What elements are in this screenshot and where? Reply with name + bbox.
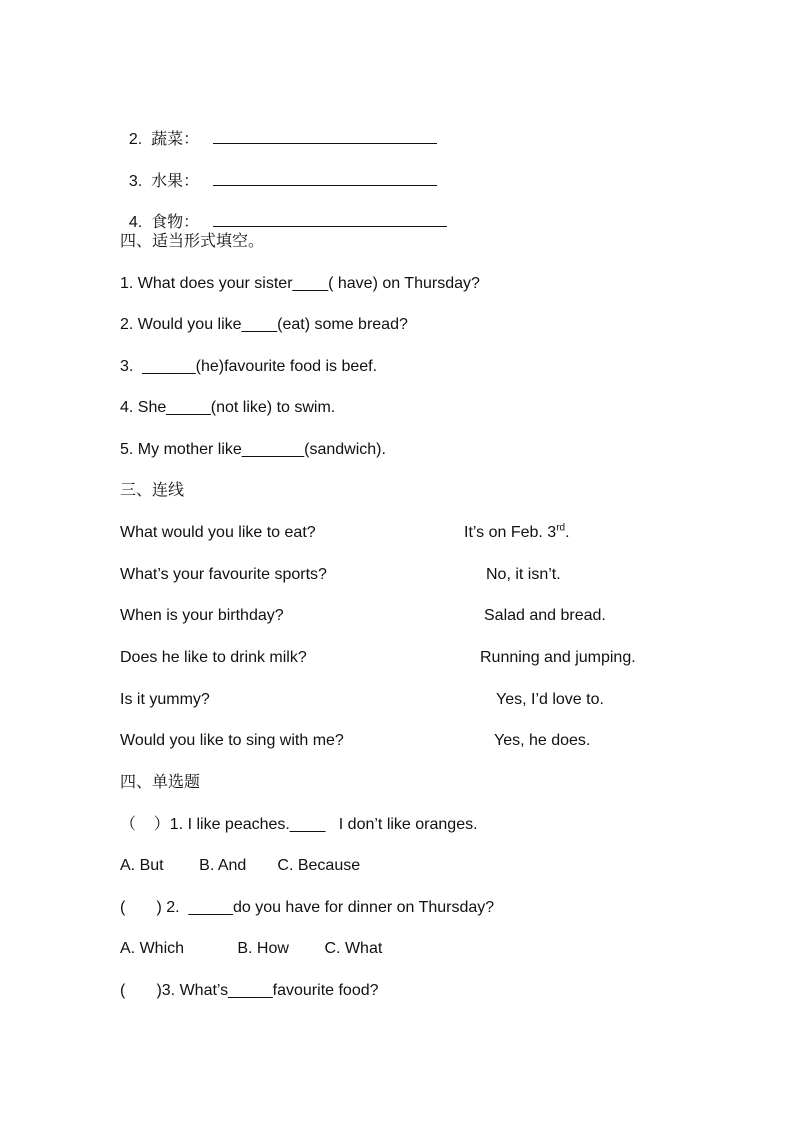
fill-after: (not like) to swim. [210, 399, 336, 416]
vocab-food [120, 191, 447, 233]
match-left-item[interactable]: When is your birthday? [120, 607, 284, 624]
answer-blank[interactable] [213, 128, 437, 144]
fill-before: 3. [120, 358, 143, 375]
section-heading-match: 三、连线 [120, 482, 185, 499]
choice-question-1[interactable]: （ ）1. I like peaches.____ I don’t like oranges. [120, 816, 478, 833]
vocab-fruits [120, 150, 437, 192]
fill-after: (he)favourite food is beef. [195, 358, 378, 375]
fill-blank[interactable]: _____ [166, 399, 211, 416]
fill-item-3 [120, 357, 377, 377]
fill-before: 4. She [120, 399, 167, 416]
section-heading-choice: 四、单选题 [120, 774, 201, 791]
ordinal-suffix: rd [556, 522, 566, 534]
fill-blank[interactable]: ____ [292, 275, 329, 292]
fill-after: (sandwich). [304, 441, 386, 458]
vocab-label: 2. 蔬菜： [128, 131, 200, 148]
match-right-item[interactable]: Yes, he does. [494, 732, 591, 749]
fill-item-4 [120, 398, 335, 418]
fill-item-5 [120, 440, 386, 460]
fill-after: (eat) some bread? [277, 316, 408, 333]
match-right-tail: . [565, 524, 570, 541]
match-right-item[interactable]: Salad and bread. [484, 607, 606, 624]
choice-question-3[interactable]: ( )3. What’s_____favourite food? [120, 982, 379, 999]
vocab-label: 3. 水果： [128, 173, 200, 190]
match-right-text: It’s on Feb. 3 [464, 524, 557, 541]
section-heading-fill: 四、适当形式填空。 [120, 233, 265, 250]
match-right-item[interactable]: Yes, I’d love to. [496, 691, 604, 708]
fill-blank[interactable]: ______ [142, 358, 196, 375]
choice-options-1[interactable]: A. But B. And C. Because [120, 857, 361, 874]
match-left-item[interactable]: Does he like to drink milk? [120, 649, 307, 666]
fill-item-2 [120, 315, 408, 335]
fill-blank[interactable]: _______ [241, 441, 305, 458]
match-left-item[interactable]: What’s your favourite sports? [120, 566, 327, 583]
match-right-item[interactable]: No, it isn’t. [486, 566, 561, 583]
vocab-label: 4. 食物： [128, 214, 200, 231]
choice-options-2[interactable]: A. Which B. How C. What [120, 940, 383, 957]
fill-after: ( have) on Thursday? [328, 275, 480, 292]
match-right-item[interactable] [464, 523, 570, 543]
vocab-vegetables [120, 108, 437, 150]
match-left-item[interactable]: Is it yummy? [120, 691, 210, 708]
fill-before: 2. Would you like [120, 316, 242, 333]
answer-blank[interactable] [213, 170, 437, 186]
match-left-item[interactable]: What would you like to eat? [120, 524, 316, 541]
match-left-item[interactable]: Would you like to sing with me? [120, 732, 344, 749]
fill-blank[interactable]: ____ [241, 316, 278, 333]
answer-blank[interactable] [213, 211, 447, 227]
choice-question-2[interactable]: ( ) 2. _____do you have for dinner on Thursday? [120, 899, 495, 916]
fill-before: 1. What does your sister [120, 275, 293, 292]
fill-item-1 [120, 274, 480, 294]
fill-before: 5. My mother like [120, 441, 242, 458]
match-right-item[interactable]: Running and jumping. [480, 649, 636, 666]
